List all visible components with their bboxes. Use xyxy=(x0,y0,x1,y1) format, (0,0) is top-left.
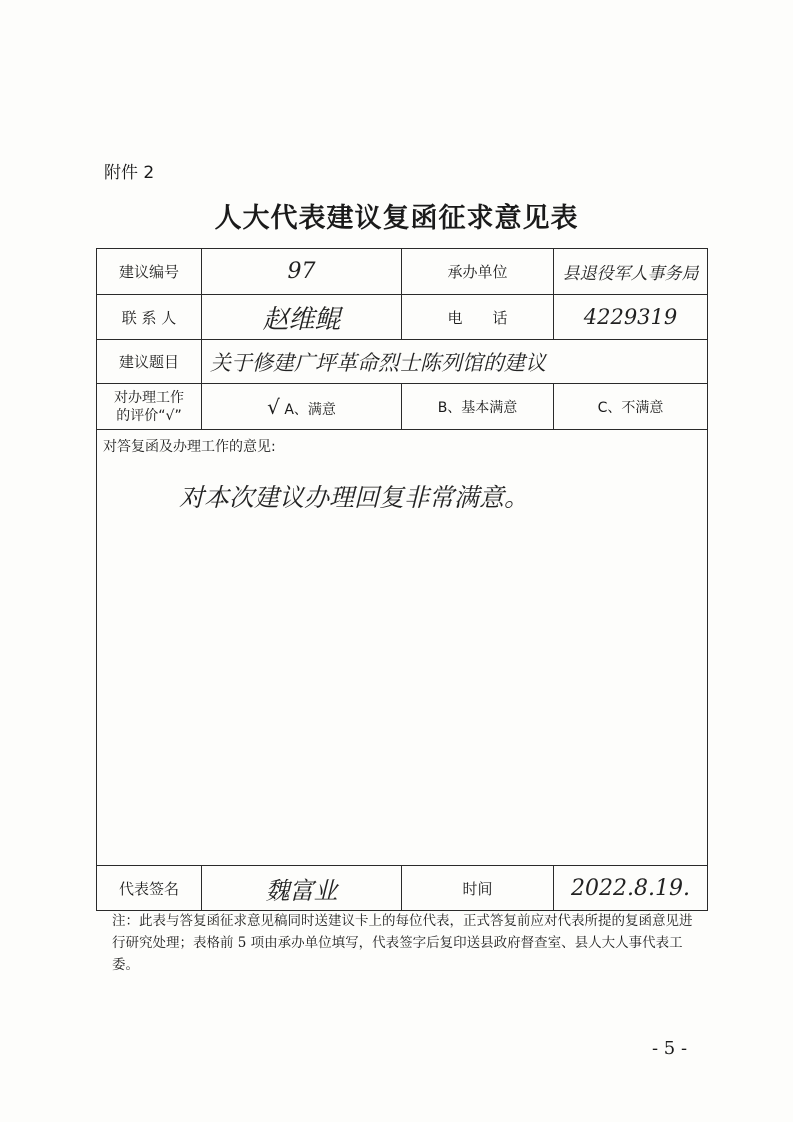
option-satisfied xyxy=(202,384,402,430)
row-opinion xyxy=(97,430,708,866)
value-signature: 魏富业 xyxy=(202,866,402,911)
value-contact: 赵维鲲 xyxy=(202,295,402,340)
label-evaluation-line2: 的评价“√” xyxy=(116,407,182,424)
option-not-satisfied: C、不满意 xyxy=(554,384,708,430)
row-proposal-id xyxy=(97,249,708,295)
value-time: 2022.8.19. xyxy=(554,866,708,911)
attachment-label: 附件 2 xyxy=(104,163,155,183)
label-evaluation xyxy=(97,384,202,430)
value-handling-unit: 县退役军人事务局 xyxy=(554,249,708,295)
row-topic xyxy=(97,340,708,384)
row-signature xyxy=(97,866,708,911)
value-phone: 4229319 xyxy=(554,295,708,340)
page-number: - 5 - xyxy=(652,1038,688,1059)
label-phone: 电 话 xyxy=(402,295,554,340)
row-evaluation xyxy=(97,384,708,430)
label-handling-unit: 承办单位 xyxy=(402,249,554,295)
value-proposal-id: 97 xyxy=(202,249,402,295)
footnote: 注：此表与答复函征求意见稿同时送建议卡上的每位代表，正式答复前应对代表所提的复函意见进行研究处理；表格前 5 项由承办单位填写，代表签字后复印送县政府督查室、县人大人事代表工委。 xyxy=(112,913,693,973)
value-opinion: 对本次建议办理回复非常满意。 xyxy=(179,483,530,512)
label-contact: 联 系 人 xyxy=(97,295,202,340)
label-proposal-id: 建议编号 xyxy=(97,249,202,295)
row-contact xyxy=(97,295,708,340)
option-basically-satisfied: B、基本满意 xyxy=(402,384,554,430)
label-time: 时间 xyxy=(402,866,554,911)
opinion-cell xyxy=(97,430,708,866)
label-signature: 代表签名 xyxy=(97,866,202,911)
form-title: 人大代表建议复函征求意见表 xyxy=(214,203,579,234)
check-mark-icon: √ xyxy=(267,394,280,419)
value-topic: 关于修建广坪革命烈士陈列馆的建议 xyxy=(202,340,708,384)
option-satisfied-label: A、满意 xyxy=(284,401,336,418)
label-topic: 建议题目 xyxy=(97,340,202,384)
label-evaluation-line1: 对办理工作 xyxy=(114,389,184,406)
opinion-form-table xyxy=(96,248,708,911)
label-opinion: 对答复函及办理工作的意见: xyxy=(103,439,276,455)
